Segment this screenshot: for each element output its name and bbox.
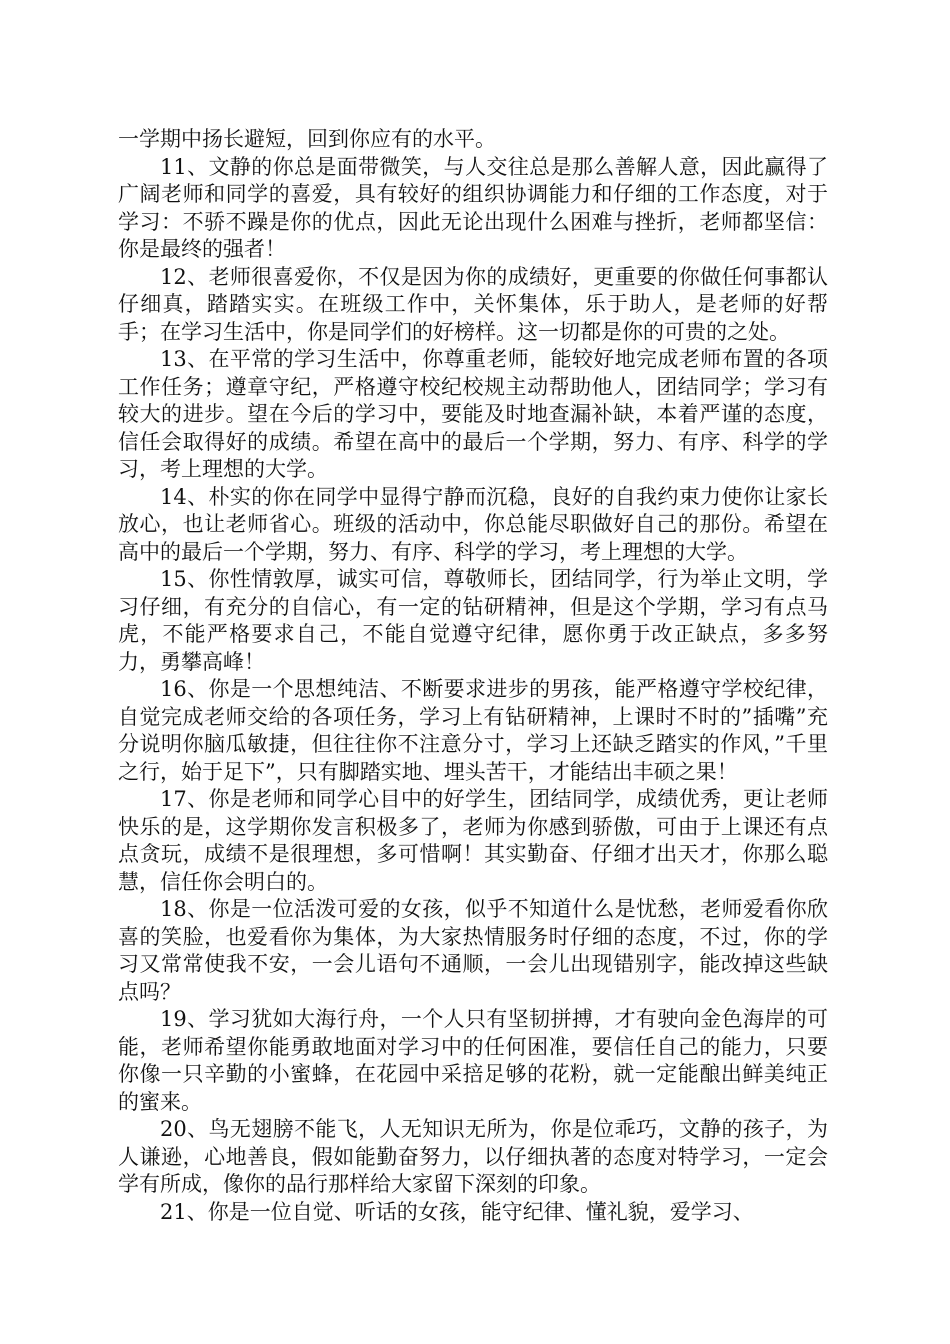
paragraph-continuation: 一学期中扬长避短，回到你应有的水平。 (118, 127, 496, 151)
paragraph-17: 17、你是老师和同学心目中的好学生，团结同学，成绩优秀，更让老师快乐的是，这学期你发言积极多了，老师为你感到骄傲，可由于上课还有点点贪玩，成绩不是很理想，多可惜啊！其实勤奋、仔细才出天才，你那么聪慧，信任你会明白的。 (118, 787, 828, 894)
paragraph-13: 13、在平常的学习生活中，你尊重老师，能较好地完成老师布置的各项工作任务；遵章守纪，严格遵守校纪校规主动帮助他人，团结同学；学习有较大的进步。望在今后的学习中，要能及时地查漏补缺，本着严谨的态度，信任会取得好的成绩。希望在高中的最后一个学期，努力、有序、科学的学习，考上理想的大学。 (118, 347, 828, 481)
paragraph-12: 12、老师很喜爱你，不仅是因为你的成绩好，更重要的你做任何事都认仔细真，踏踏实实。在班级工作中，关怀集体，乐于助人，是老师的好帮手；在学习生活中，你是同学们的好榜样。这一切都是你的可贵的之处。 (118, 264, 828, 344)
paragraph-21: 21、你是一位自觉、听话的女孩，能守纪律、懂礼貌，爱学习、 (160, 1199, 754, 1224)
paragraph-18: 18、你是一位活泼可爱的女孩，似乎不知道什么是忧愁，老师爱看你欣喜的笑脸，也爱看你为集体，为大家热情服务时仔细的态度，不过，你的学习又常常使我不安，一会儿语句不通顺，一会儿出现错别字，能改掉这些缺点吗？ (118, 897, 828, 1004)
paragraph-19: 19、学习犹如大海行舟，一个人只有坚韧拼搏，才有驶向金色海岸的可能，老师希望你能勇敢地面对学习中的任何困准，要信任自己的能力，只要你像一只辛勤的小蜜蜂，在花园中采掊足够的花粉，就一定能酿出鲜美纯正的蜜来。 (118, 1007, 828, 1114)
paragraph-16: 16、你是一个思想纯洁、不断要求进步的男孩，能严格遵守学校纪律，自觉完成老师交给的各项任务，学习上有钻研精神，上课时不时的”插嘴”充分说明你脑瓜敏捷，但往往你不注意分寸，学习上还缺乏踏实的作风，”千里之行，始于足下”，只有脚踏实地、埋头苦干，才能结出丰硕之果！ (118, 677, 828, 784)
paragraph-15: 15、你性情敦厚，诚实可信，尊敬师长，团结同学，行为举止文明，学习仔细，有充分的自信心，有一定的钻研精神，但是这个学期，学习有点马虎，不能严格要求自己，不能自觉遵守纪律，愿你勇于改正缺点，多多努力，勇攀高峰！ (118, 567, 828, 674)
document-body (118, 126, 828, 1226)
paragraph-11: 11、文静的你总是面带微笑，与人交往总是那么善解人意，因此赢得了广阔老师和同学的喜爱，具有较好的组织协调能力和仔细的工作态度，对于学习：不骄不躁是你的优点，因此无论出现什么困难与挫折，老师都坚信：你是最终的强者！ (118, 154, 828, 261)
paragraph-20: 20、鸟无翅膀不能飞，人无知识无所为，你是位乖巧，文静的孩子，为人谦逊，心地善良，假如能勤奋努力，以仔细执著的态度对特学习，一定会学有所成，像你的品行那样给大家留下深刻的印象。 (118, 1117, 828, 1196)
paragraph-14: 14、朴实的你在同学中显得宁静而沉稳，良好的自我约束力使你让家长放心，也让老师省心。班级的活动中，你总能尽职做好自己的那份。希望在高中的最后一个学期，努力、有序、科学的学习，考上理想的大学。 (118, 484, 828, 564)
